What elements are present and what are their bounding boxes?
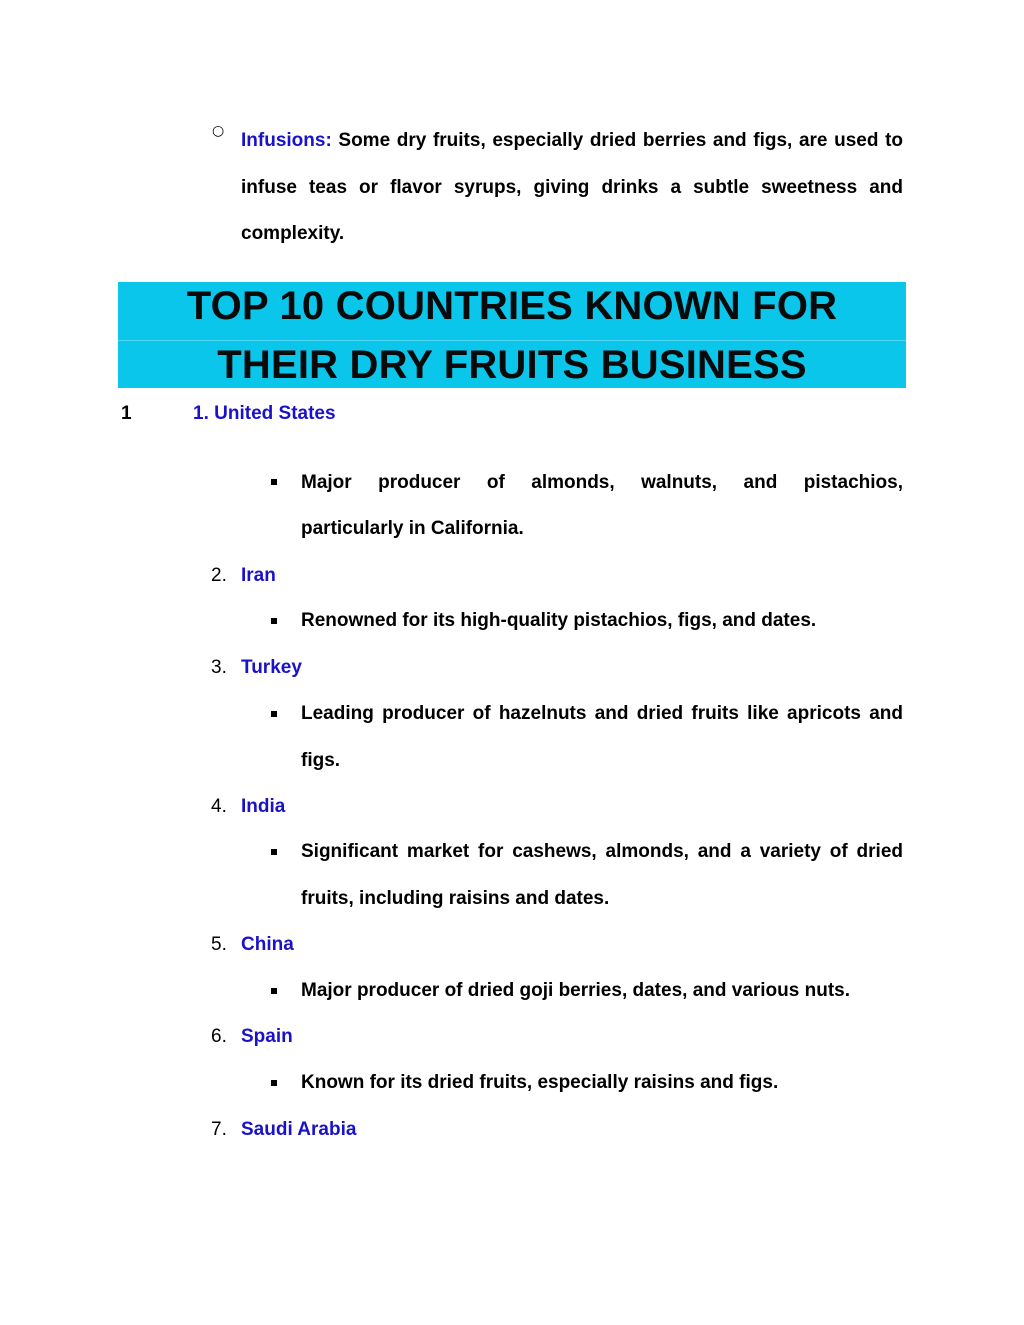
- desc-word: pistachios,: [803, 472, 903, 493]
- desc-china: Major producer of dried goji berries, dates, and various nuts.: [301, 980, 850, 1001]
- heading-line-1: TOP 10 COUNTRIES KNOWN FOR: [186, 284, 838, 328]
- desc-united-states-line2: particularly in California.: [301, 518, 524, 539]
- country-heading-saudi-arabia: Saudi Arabia: [241, 1119, 357, 1140]
- desc-word: Major: [301, 472, 352, 493]
- list-number: 3.: [211, 657, 227, 678]
- desc-word: almonds,: [531, 472, 615, 493]
- banner-divider: [118, 340, 906, 341]
- heading-line-2: THEIR DRY FRUITS BUSINESS: [217, 343, 807, 387]
- desc-iran: Renowned for its high-quality pistachios, figs, and dates.: [301, 610, 817, 631]
- country-name: United States: [214, 403, 336, 424]
- desc-spain: Known for its dried fruits, especially raisins and figs.: [301, 1072, 779, 1093]
- desc-word: and: [743, 472, 778, 493]
- list-number: 2.: [211, 565, 227, 586]
- square-bullet-icon: [271, 711, 277, 717]
- country-heading-iran: Iran: [241, 565, 276, 586]
- country-heading-spain: Spain: [241, 1026, 293, 1047]
- square-bullet-icon: [271, 618, 277, 624]
- infusion-label: Infusions:: [241, 130, 332, 151]
- country-heading-turkey: Turkey: [241, 657, 302, 678]
- country-heading-china: China: [241, 934, 294, 955]
- square-bullet-icon: [271, 479, 277, 485]
- desc-united-states-line1: [301, 471, 903, 495]
- country-heading-united-states: [193, 402, 336, 426]
- list-number: 6.: [211, 1026, 227, 1047]
- infusion-paragraph: [241, 118, 903, 258]
- desc-word: walnuts,: [641, 472, 718, 493]
- desc-word: of: [486, 472, 505, 493]
- country-number: 1.: [193, 403, 209, 424]
- list-number: 5.: [211, 934, 227, 955]
- square-bullet-icon: [271, 988, 277, 994]
- desc-word: producer: [378, 472, 461, 493]
- outline-number: 1: [121, 403, 132, 424]
- desc-india: Significant market for cashews, almonds, and a variety of dried fruits, including raisins and dates.: [301, 841, 903, 909]
- circle-bullet-icon: ○: [212, 123, 225, 139]
- list-number: 4.: [211, 796, 227, 817]
- square-bullet-icon: [271, 849, 277, 855]
- desc-turkey: Leading producer of hazelnuts and dried fruits like apricots and figs.: [301, 703, 903, 771]
- list-number: 7.: [211, 1119, 227, 1140]
- country-heading-india: India: [241, 796, 286, 817]
- square-bullet-icon: [271, 1080, 277, 1086]
- infusion-text: Some dry fruits, especially dried berries and figs, are used to infuse teas or flavor syrups, giving drinks a subtle sweetness and complexity.: [241, 130, 904, 244]
